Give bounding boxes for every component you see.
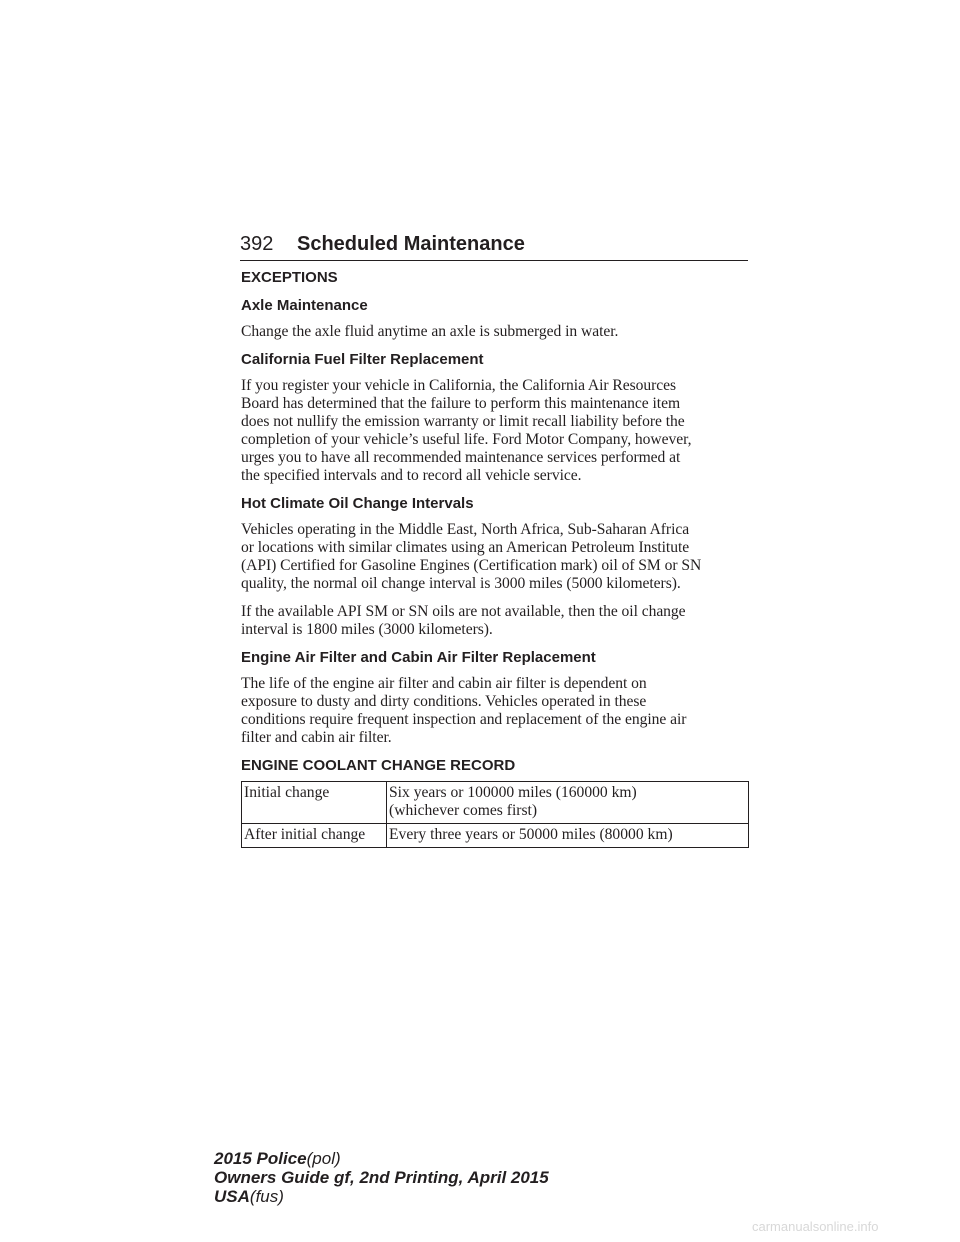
axle-maintenance-heading: Axle Maintenance [241, 297, 368, 314]
california-fuel-filter-text [241, 377, 749, 485]
document-footer [214, 1149, 549, 1206]
text-line: The life of the engine air filter and cabin air filter is dependent on [241, 675, 647, 692]
air-filter-text [241, 675, 749, 747]
text-line: the specified intervals and to record all vehicle service. [241, 467, 582, 484]
footer-model-code: (pol) [306, 1149, 341, 1168]
coolant-record-heading: ENGINE COOLANT CHANGE RECORD [241, 757, 516, 774]
row-value [387, 782, 749, 824]
text-line: (whichever comes first) [389, 802, 538, 819]
text-line: Board has determined that the failure to perform this maintenance item [241, 395, 681, 412]
hot-climate-text-2 [241, 603, 749, 639]
row-label: Initial change [242, 782, 387, 824]
exceptions-heading: EXCEPTIONS [241, 269, 338, 286]
coolant-record-table [241, 781, 749, 848]
text-line: completion of your vehicle’s useful life. Ford Motor Company, however, [241, 431, 692, 448]
california-fuel-filter-heading: California Fuel Filter Replacement [241, 351, 484, 368]
row-label: After initial change [242, 824, 387, 848]
footer-market: USA [214, 1187, 250, 1206]
text-line: does not nullify the emission warranty or limit recall liability before the [241, 413, 685, 430]
text-line: Six years or 100000 miles (160000 km) [389, 784, 637, 801]
table-row [242, 824, 749, 848]
text-line: (API) Certified for Gasoline Engines (Certification mark) oil of SM or SN [241, 557, 702, 574]
text-line: urges you to have all recommended maintenance services performed at [241, 449, 681, 466]
page-content [241, 269, 749, 848]
watermark: carmanualsonline.info [752, 1219, 879, 1234]
page-title: Scheduled Maintenance [297, 233, 525, 255]
text-line: If the available API SM or SN oils are not available, then the oil change [241, 603, 686, 620]
row-value [387, 824, 749, 848]
hot-climate-heading: Hot Climate Oil Change Intervals [241, 495, 474, 512]
text-line: quality, the normal oil change interval is 3000 miles (5000 kilometers). [241, 575, 681, 592]
text-line: If you register your vehicle in California, the California Air Resources [241, 377, 677, 394]
footer-line-1 [214, 1149, 549, 1168]
table-row [242, 782, 749, 824]
text-line: exposure to dusty and dirty conditions. Vehicles operated in these [241, 693, 647, 710]
text-line: Vehicles operating in the Middle East, North Africa, Sub-Saharan Africa [241, 521, 690, 538]
text-line: or locations with similar climates using an American Petroleum Institute [241, 539, 690, 556]
footer-edition: Owners Guide gf, 2nd Printing, April 2015 [214, 1168, 549, 1187]
air-filter-heading: Engine Air Filter and Cabin Air Filter Replacement [241, 649, 596, 666]
hot-climate-text [241, 521, 749, 593]
page-header [240, 232, 748, 261]
text-line: interval is 1800 miles (3000 kilometers). [241, 621, 493, 638]
axle-maintenance-text: Change the axle fluid anytime an axle is submerged in water. [241, 323, 619, 340]
footer-line-3 [214, 1187, 549, 1206]
text-line: filter and cabin air filter. [241, 729, 392, 746]
page-number: 392 [240, 233, 274, 255]
text-line: Every three years or 50000 miles (80000 km) [389, 826, 673, 843]
footer-model: 2015 Police [214, 1149, 307, 1168]
text-line: conditions require frequent inspection and replacement of the engine air [241, 711, 687, 728]
footer-line-2 [214, 1168, 549, 1187]
footer-market-code: (fus) [249, 1187, 284, 1206]
